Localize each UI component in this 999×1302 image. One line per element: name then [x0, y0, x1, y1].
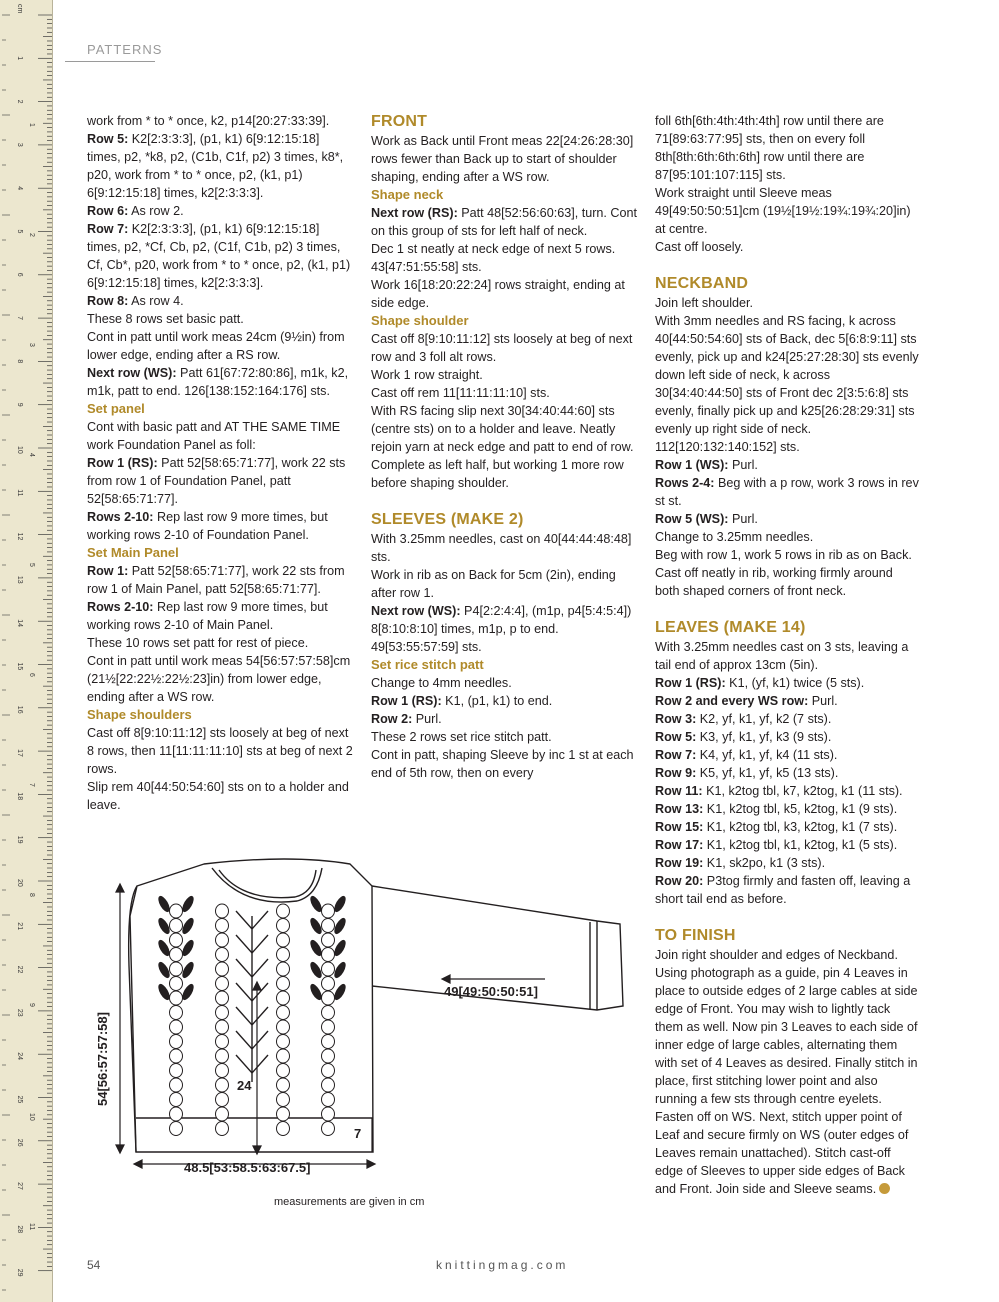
cable-circle — [170, 904, 183, 918]
instruction-text: Work in rib as on Back for 5cm (2in), ending after row 1. — [371, 568, 616, 600]
cable-circle — [216, 1020, 229, 1034]
pattern-row — [655, 836, 920, 854]
row-label: Row 15: — [655, 820, 704, 834]
garment-schematic — [92, 856, 632, 1181]
row-label: Row 7: — [655, 748, 697, 762]
pattern-row — [87, 454, 355, 508]
pattern-row — [371, 692, 639, 710]
row-label: Next row (RS): — [371, 206, 458, 220]
cable-circle — [170, 933, 183, 947]
cable-circle — [170, 919, 183, 933]
ruler-cm-label: 8 — [16, 359, 23, 364]
cable-circle — [216, 1122, 229, 1136]
subsection-heading: Set rice stitch patt — [371, 657, 484, 672]
section-heading: NECKBAND — [655, 275, 749, 292]
cable-circle — [170, 1020, 183, 1034]
cable-circle — [322, 1035, 335, 1049]
row-instruction: K1, k2tog tbl, k1, k2tog, k1 (5 sts). — [703, 838, 898, 852]
row-label: Row 5: — [87, 132, 129, 146]
section-heading: FRONT — [371, 113, 428, 130]
row-instruction: P3tog firmly and fasten off, leaving a short tail end as before. — [655, 874, 911, 906]
column-neckband-leaves-finish — [655, 112, 920, 1198]
instruction-text: These 2 rows set rice stitch patt. — [371, 730, 552, 744]
cable-circle — [216, 1049, 229, 1063]
row-instruction: Patt 61[67:72:80:86], m1k, k2, m1k, patt to end. 126[138:152:164:176] sts. — [87, 366, 349, 398]
ruler-cm-label: 7 — [16, 316, 23, 321]
instruction-body: Join right shoulder and edges of Neckband. Using photograph as a guide, pin 4 Leaves in place to outside edges of 2 large cables at side edge of Front. You may wish to lightly tack them as well. Now pin 3 Leaves to each side of inner edge of large cables, alternating them with set of 4 Leaves as desired. Finally stitch in place, first stitching lower point and also running a few sts through centre eyelets. Fasten off on WS. Next, stitch upper point of Leaf and secure firmly on WS (outer edges of Leaves remain unattached). Stitch cast-off edge of Sleeves to upper side edges of Back and Front. Join side and Sleeve seams. — [655, 948, 918, 1196]
ruler-inch-label: 7 — [28, 783, 35, 787]
row-label: Row 9: — [655, 766, 697, 780]
instruction-text: With 3.25mm needles, cast on 40[44:44:48:48] sts. — [371, 532, 632, 564]
ruler-inch-label: 9 — [28, 1003, 35, 1007]
cable-circle — [322, 948, 335, 962]
subsection-heading: Shape shoulder — [371, 313, 469, 328]
cable-circle — [170, 948, 183, 962]
ruler-inch-label: 2 — [28, 233, 35, 237]
cable-circle — [216, 948, 229, 962]
cable-circle — [277, 904, 290, 918]
cable-circle — [216, 904, 229, 918]
page-number: 54 — [87, 1258, 101, 1272]
cable-circle — [216, 1064, 229, 1078]
row-label: Row 13: — [655, 802, 704, 816]
cable-circle — [277, 1035, 290, 1049]
cable-circle — [322, 977, 335, 991]
row-label: Row 11: — [655, 784, 703, 798]
ruler-inch-label: 1 — [28, 123, 35, 127]
ruler-cm-label: 12 — [16, 532, 23, 541]
pattern-row — [655, 800, 920, 818]
cable-circle — [277, 1078, 290, 1092]
pattern-row — [655, 854, 920, 872]
instruction-text: Cont in patt until work meas 54[56:57:57:58]cm (21½[22:22½:22½:23]in) from lower edge, ending after a WS row. — [87, 654, 351, 704]
cable-circle — [277, 962, 290, 976]
row-label: Row 20: — [655, 874, 704, 888]
cable-circle — [216, 1093, 229, 1107]
cable-circle — [216, 962, 229, 976]
row-instruction: K2, yf, k1, yf, k2 (7 sts). — [696, 712, 832, 726]
row-instruction: Purl. — [808, 694, 838, 708]
instruction-text: work from * to * once, k2, p14[20:27:33:39]. — [87, 114, 330, 128]
cable-circle — [170, 1006, 183, 1020]
row-instruction: K1, k2tog tbl, k7, k2tog, k1 (11 sts). — [702, 784, 903, 798]
instruction-text: Beg with row 1, work 5 rows in rib as on Back. Cast off neatly in rib, working firmly around both shaped corners of front neck. — [655, 548, 912, 598]
ruler-cm-label: 4 — [16, 186, 23, 191]
pattern-row — [655, 728, 920, 746]
cable-circle — [277, 1064, 290, 1078]
instruction-text: Cont in patt until work meas 24cm (9½in) from lower edge, ending after a RS row. — [87, 330, 345, 362]
instruction-text: Work 1 row straight. — [371, 368, 483, 382]
pattern-row — [655, 474, 920, 510]
cable-circle — [322, 1107, 335, 1121]
section-header: PATTERNS — [87, 42, 163, 57]
ruler-cm-label: 24 — [16, 1052, 23, 1060]
row-label: Row 1 (RS): — [655, 676, 726, 690]
pattern-row — [371, 710, 639, 728]
ruler-cm-label: 20 — [16, 879, 23, 887]
row-label: Row 1 (RS): — [371, 694, 442, 708]
cable-circle — [216, 1006, 229, 1020]
ruler-cm-label: 17 — [16, 749, 23, 757]
row-label: Rows 2-10: — [87, 600, 154, 614]
length-label: 54[56:57:57:58] — [95, 1012, 110, 1106]
ruler-cm-label: 15 — [16, 662, 23, 671]
schematic-svg — [92, 856, 632, 1176]
row-label: Next row (WS): — [87, 366, 177, 380]
cable-circle — [216, 1107, 229, 1121]
pattern-row — [655, 692, 920, 710]
subsection-heading: Shape neck — [371, 187, 444, 202]
row-instruction: Purl. — [728, 458, 758, 472]
section-heading: LEAVES (MAKE 14) — [655, 619, 806, 636]
section-gap — [655, 256, 920, 274]
ruler-cm-label: 13 — [16, 575, 23, 584]
ruler-cm-label: 16 — [16, 705, 23, 714]
instruction-text: Work 16[18:20:22:24] rows straight, ending at side edge. — [371, 278, 625, 310]
ruler-cm-label: 29 — [16, 1268, 23, 1277]
row-label: Row 3: — [655, 712, 697, 726]
cable-circle — [322, 919, 335, 933]
pattern-row — [655, 710, 920, 728]
pattern-row — [371, 602, 639, 656]
pattern-row — [87, 508, 355, 544]
cable-circle — [322, 904, 335, 918]
row-instruction: As row 4. — [128, 294, 184, 308]
sleeve-label: 49[49:50:50:51] — [444, 984, 538, 999]
instruction-text: foll 6th[6th:4th:4th:4th] row until there are 71[89:63:77:95] sts, then on every foll 8th[8th:6th:6th:6th] row until there are 87[95:101:107:115] sts. — [655, 114, 884, 182]
row-instruction: P4[2:2:4:4], (m1p, p4[5:4:5:4]) 8[8:10:8:10] times, m1p, p to end. 49[53:55:57:59] sts. — [371, 604, 632, 654]
cable-circle — [322, 1049, 335, 1063]
ruler-cm-label: 22 — [16, 965, 23, 974]
instruction-text: Cast off rem 11[11:11:11:10] sts. — [371, 386, 550, 400]
ruler-cm-label: 26 — [16, 1138, 23, 1147]
row-instruction: K2[2:3:3:3], (p1, k1) 6[9:12:15:18] times, p2, *k8, p2, (C1b, C1f, p2) 3 times, k8*, p20, work from * to * once, p2, (k1, p1) 6[9:12:15:18] times, k2[2:3:3:3]. — [87, 132, 344, 200]
ruler-cm-label: 18 — [16, 792, 23, 801]
ruler-inch-label: 10 — [28, 1113, 35, 1121]
pattern-row — [655, 674, 920, 692]
subsection-heading: Set Main Panel — [87, 545, 179, 560]
cable-circle — [277, 1122, 290, 1136]
instruction-text: Cast off 8[9:10:11:12] sts loosely at beg of next row and 3 foll alt rows. — [371, 332, 633, 364]
pattern-row — [655, 510, 920, 528]
subsection-heading: Set panel — [87, 401, 145, 416]
instruction-text: These 8 rows set basic patt. — [87, 312, 244, 326]
pattern-row — [655, 746, 920, 764]
cable-circle — [170, 1093, 183, 1107]
section-gap — [655, 600, 920, 618]
row-instruction: K2[2:3:3:3], (p1, k1) 6[9:12:15:18] times, p2, *Cf, Cb, p2, (C1f, C1b, p2) 3 times, Cf, Cb*, p20, work from * to * once, p2, (k1, p1) 6[9:12:15:18] times, k2[2:3:3:3]. — [87, 222, 351, 290]
ruler-unit-label: cm — [16, 4, 23, 14]
ruler-cm-label: 27 — [16, 1182, 23, 1190]
row-label: Row 6: — [87, 204, 129, 218]
ruler-inch-label: 11 — [28, 1223, 35, 1231]
row-instruction: K1, k2tog tbl, k3, k2tog, k1 (7 sts). — [703, 820, 898, 834]
cable-circle — [170, 1122, 183, 1136]
section-heading: TO FINISH — [655, 927, 736, 944]
column-back-continued — [87, 112, 355, 814]
cable-circle — [322, 1093, 335, 1107]
row-instruction: K1, k2tog tbl, k5, k2tog, k1 (9 sts). — [703, 802, 898, 816]
cable-circle — [277, 991, 290, 1005]
row-label: Row 5: — [655, 730, 697, 744]
row-label: Row 2 and every WS row: — [655, 694, 809, 708]
section-heading: SLEEVES (MAKE 2) — [371, 511, 524, 528]
pattern-row — [87, 598, 355, 634]
ruler-inch-label: 4 — [28, 453, 35, 457]
row-instruction: Purl. — [412, 712, 442, 726]
row-label: Row 7: — [87, 222, 129, 236]
pattern-row — [655, 818, 920, 836]
website: knittingmag.com — [436, 1258, 569, 1272]
row-instruction: K1, (yf, k1) twice (5 sts). — [725, 676, 865, 690]
pattern-row — [655, 456, 920, 474]
ruler-cm-label: 1 — [16, 56, 23, 61]
row-instruction: As row 2. — [128, 204, 184, 218]
rib-label: 7 — [354, 1126, 362, 1141]
pattern-row — [87, 220, 355, 292]
yarn-ball-icon — [879, 1183, 890, 1194]
cable-circle — [322, 1078, 335, 1092]
instruction-text: Complete as left half, but working 1 more row before shaping shoulder. — [371, 458, 624, 490]
cable-circle — [322, 991, 335, 1005]
cable-circle — [277, 1049, 290, 1063]
row-label: Row 1 (WS): — [655, 458, 729, 472]
cable-circle — [322, 1020, 335, 1034]
cable-circle — [170, 1064, 183, 1078]
row-instruction: Patt 52[58:65:71:77], work 22 sts from row 1 of Foundation Panel, patt 52[58:65:71:77]. — [87, 456, 346, 506]
row-instruction: K3, yf, k1, yf, k3 (9 sts). — [696, 730, 832, 744]
ruler-cm-label: 6 — [16, 272, 23, 277]
pattern-row — [87, 562, 355, 598]
pattern-row — [87, 292, 355, 310]
pattern-row — [87, 130, 355, 202]
cable-circle — [170, 1049, 183, 1063]
instruction-text: With RS facing slip next 30[34:40:44:60] sts (centre sts) on to a holder and leave. Neatly rejoin yarn at neck edge and patt to end of row. — [371, 404, 634, 454]
cable-circle — [170, 962, 183, 976]
instruction-text: Cast off 8[9:10:11:12] sts loosely at beg of next 8 rows, then 11[11:11:11:10] sts at beg of next 2 rows. — [87, 726, 353, 776]
ruler-cm-label: 21 — [16, 922, 23, 931]
ruler-cm-label: 5 — [16, 229, 23, 234]
row-label: Rows 2-4: — [655, 476, 715, 490]
cable-circle — [216, 919, 229, 933]
cable-circle — [216, 977, 229, 991]
cable-circle — [322, 1006, 335, 1020]
row-instruction: Beg with a p row, work 3 rows in rev st st. — [655, 476, 919, 508]
instruction-text: With 3mm needles and RS facing, k across 40[44:50:54:60] sts of Back, dec 5[6:8:9:11] sts evenly, pick up and k24[25:27:28:30] sts evenly down left side of neck, k across 30[34:40:44:50] sts of Front dec 2[3:5:6:8] sts evenly, finally pick up and k25[26:28:29:31] sts evenly up right side of neck. 112[120:132:140:152] sts. — [655, 314, 919, 454]
cable-circle — [277, 933, 290, 947]
instruction-text: Dec 1 st neatly at neck edge of next 5 rows. 43[47:51:55:58] sts. — [371, 242, 616, 274]
subsection-heading: Shape shoulders — [87, 707, 192, 722]
row-label: Next row (WS): — [371, 604, 461, 618]
row-instruction: K1, (p1, k1) to end. — [441, 694, 553, 708]
section-gap — [371, 492, 639, 510]
row-label: Row 2: — [371, 712, 413, 726]
ruler-graphic — [0, 0, 52, 1302]
ruler-cm-label: 25 — [16, 1095, 23, 1104]
row-label: Row 5 (WS): — [655, 512, 729, 526]
header-underline — [65, 61, 155, 62]
ruler-cm-label: 14 — [16, 619, 23, 627]
ruler-cm-label: 9 — [16, 402, 23, 407]
cable-circle — [322, 933, 335, 947]
cable-circle — [170, 977, 183, 991]
instruction-text: Work as Back until Front meas 22[24:26:28:30] rows fewer than Back up to start of shoulder shaping, ending after a WS row. — [371, 134, 634, 184]
instruction-text: Cast off loosely. — [655, 240, 744, 254]
instruction-text: Slip rem 40[44:50:54:60] sts on to a holder and leave. — [87, 780, 349, 812]
ruler-cm-label: 19 — [16, 835, 23, 844]
row-instruction: K5, yf, k1, yf, k5 (13 sts). — [696, 766, 839, 780]
row-instruction: K4, yf, k1, yf, k4 (11 sts). — [696, 748, 838, 762]
row-label: Row 1: — [87, 564, 129, 578]
cable-circle — [170, 1107, 183, 1121]
cable-circle — [216, 991, 229, 1005]
cable-circle — [170, 1078, 183, 1092]
row-instruction: K1, sk2po, k1 (3 sts). — [703, 856, 826, 870]
section-gap — [655, 908, 920, 926]
ruler-cm-label: 10 — [16, 446, 23, 454]
diagram-caption: measurements are given in cm — [274, 1196, 425, 1208]
ruler-inch-label: 3 — [28, 343, 35, 347]
instruction-text: Work straight until Sleeve meas 49[49:50:50:51]cm (19½[19½:19¾:19¾:20]in) at centre. — [655, 186, 911, 236]
ruler-cm-label: 3 — [16, 142, 23, 147]
pattern-row — [655, 764, 920, 782]
row-instruction: Patt 48[52:56:60:63], turn. Cont on this group of sts for left half of neck. — [371, 206, 637, 238]
pattern-row — [655, 782, 920, 800]
ruler-cm-label: 2 — [16, 99, 23, 104]
instruction-text — [655, 946, 920, 1198]
cable-circle — [322, 962, 335, 976]
ruler-inch-label: 5 — [28, 563, 35, 567]
cable-circle — [216, 1078, 229, 1092]
ruler-inch-label: 8 — [28, 893, 35, 897]
pattern-row — [87, 202, 355, 220]
instruction-text: Cont in patt, shaping Sleeve by inc 1 st at each end of 5th row, then on every — [371, 748, 634, 780]
cable-circle — [216, 933, 229, 947]
ruler-cm-label: 28 — [16, 1225, 23, 1234]
ruler-cm-label: 11 — [16, 489, 23, 497]
cable-circle — [170, 1035, 183, 1049]
pattern-row — [655, 872, 920, 908]
row-instruction: Patt 52[58:65:71:77], work 22 sts from row 1 of Main Panel, patt 52[58:65:71:77]. — [87, 564, 345, 596]
row-label: Rows 2-10: — [87, 510, 154, 524]
pattern-row — [371, 204, 639, 240]
instruction-text: These 10 rows set patt for rest of piece. — [87, 636, 309, 650]
ruler-cm-label: 23 — [16, 1008, 23, 1017]
tape-measure-ruler — [0, 0, 53, 1302]
cable-circle — [277, 1093, 290, 1107]
instruction-text: Join left shoulder. — [655, 296, 754, 310]
cable-circle — [216, 1035, 229, 1049]
armhole-label: 24 — [237, 1078, 252, 1093]
cable-circle — [277, 1020, 290, 1034]
ruler-inch-label: 6 — [28, 673, 35, 677]
pattern-row — [87, 364, 355, 400]
cable-circle — [277, 919, 290, 933]
instruction-text: Change to 3.25mm needles. — [655, 530, 814, 544]
row-label: Row 1 (RS): — [87, 456, 158, 470]
row-instruction: Purl. — [728, 512, 758, 526]
row-instruction: Rep last row 9 more times, but working rows 2-10 of Foundation Panel. — [87, 510, 328, 542]
row-label: Row 19: — [655, 856, 704, 870]
cable-circle — [277, 1006, 290, 1020]
row-label: Row 17: — [655, 838, 704, 852]
cable-circle — [277, 948, 290, 962]
cable-circle — [277, 977, 290, 991]
row-label: Row 8: — [87, 294, 129, 308]
cable-circle — [322, 1064, 335, 1078]
instruction-text: Cont with basic patt and AT THE SAME TIME work Foundation Panel as foll: — [87, 420, 341, 452]
column-front-sleeves — [371, 112, 639, 782]
row-instruction: Rep last row 9 more times, but working rows 2-10 of Main Panel. — [87, 600, 328, 632]
cable-circle — [322, 1122, 335, 1136]
instruction-text: With 3.25mm needles cast on 3 sts, leaving a tail end of approx 13cm (5in). — [655, 640, 909, 672]
instruction-text: Change to 4mm needles. — [371, 676, 512, 690]
width-label: 48.5[53:58.5:63:67.5] — [184, 1160, 311, 1175]
cable-circle — [277, 1107, 290, 1121]
cable-circle — [170, 991, 183, 1005]
